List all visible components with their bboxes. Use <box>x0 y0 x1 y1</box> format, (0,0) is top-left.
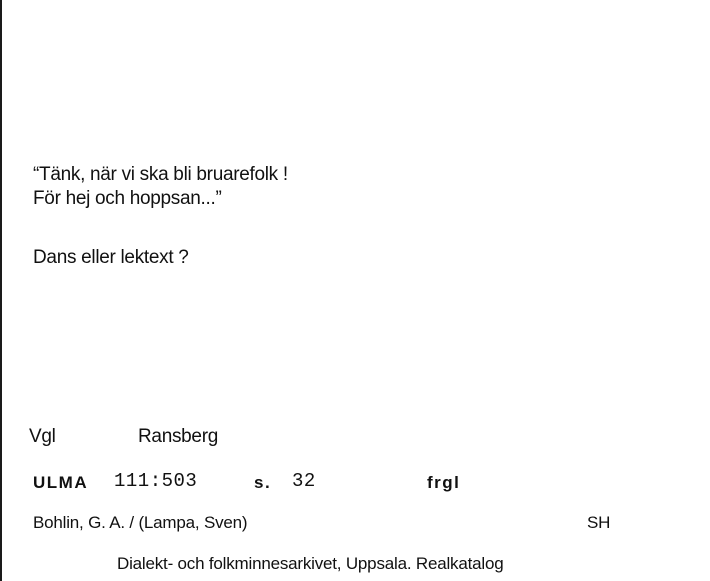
quote-line-2: För hej och hoppsan...” <box>33 188 222 209</box>
region-code: Vgl <box>29 426 56 447</box>
collector-name: Bohlin, G. A. / (Lampa, Sven) <box>33 513 248 532</box>
archive-number: 111:503 <box>114 470 198 492</box>
page-label: s. <box>254 473 272 492</box>
page-number: 32 <box>292 470 316 492</box>
recorder-initials: SH <box>587 513 611 532</box>
archive-footer: Dialekt- och folkminnesarkivet, Uppsala. Realkatalog <box>117 554 504 573</box>
archive-code: ULMA <box>33 473 89 492</box>
quote-line-1: “Tänk, när vi ska bli bruarefolk ! <box>33 164 288 185</box>
question-text: Dans eller lektext ? <box>33 247 189 268</box>
card-left-border <box>0 0 2 581</box>
category-code: frgl <box>427 473 461 492</box>
place-name: Ransberg <box>138 426 218 447</box>
